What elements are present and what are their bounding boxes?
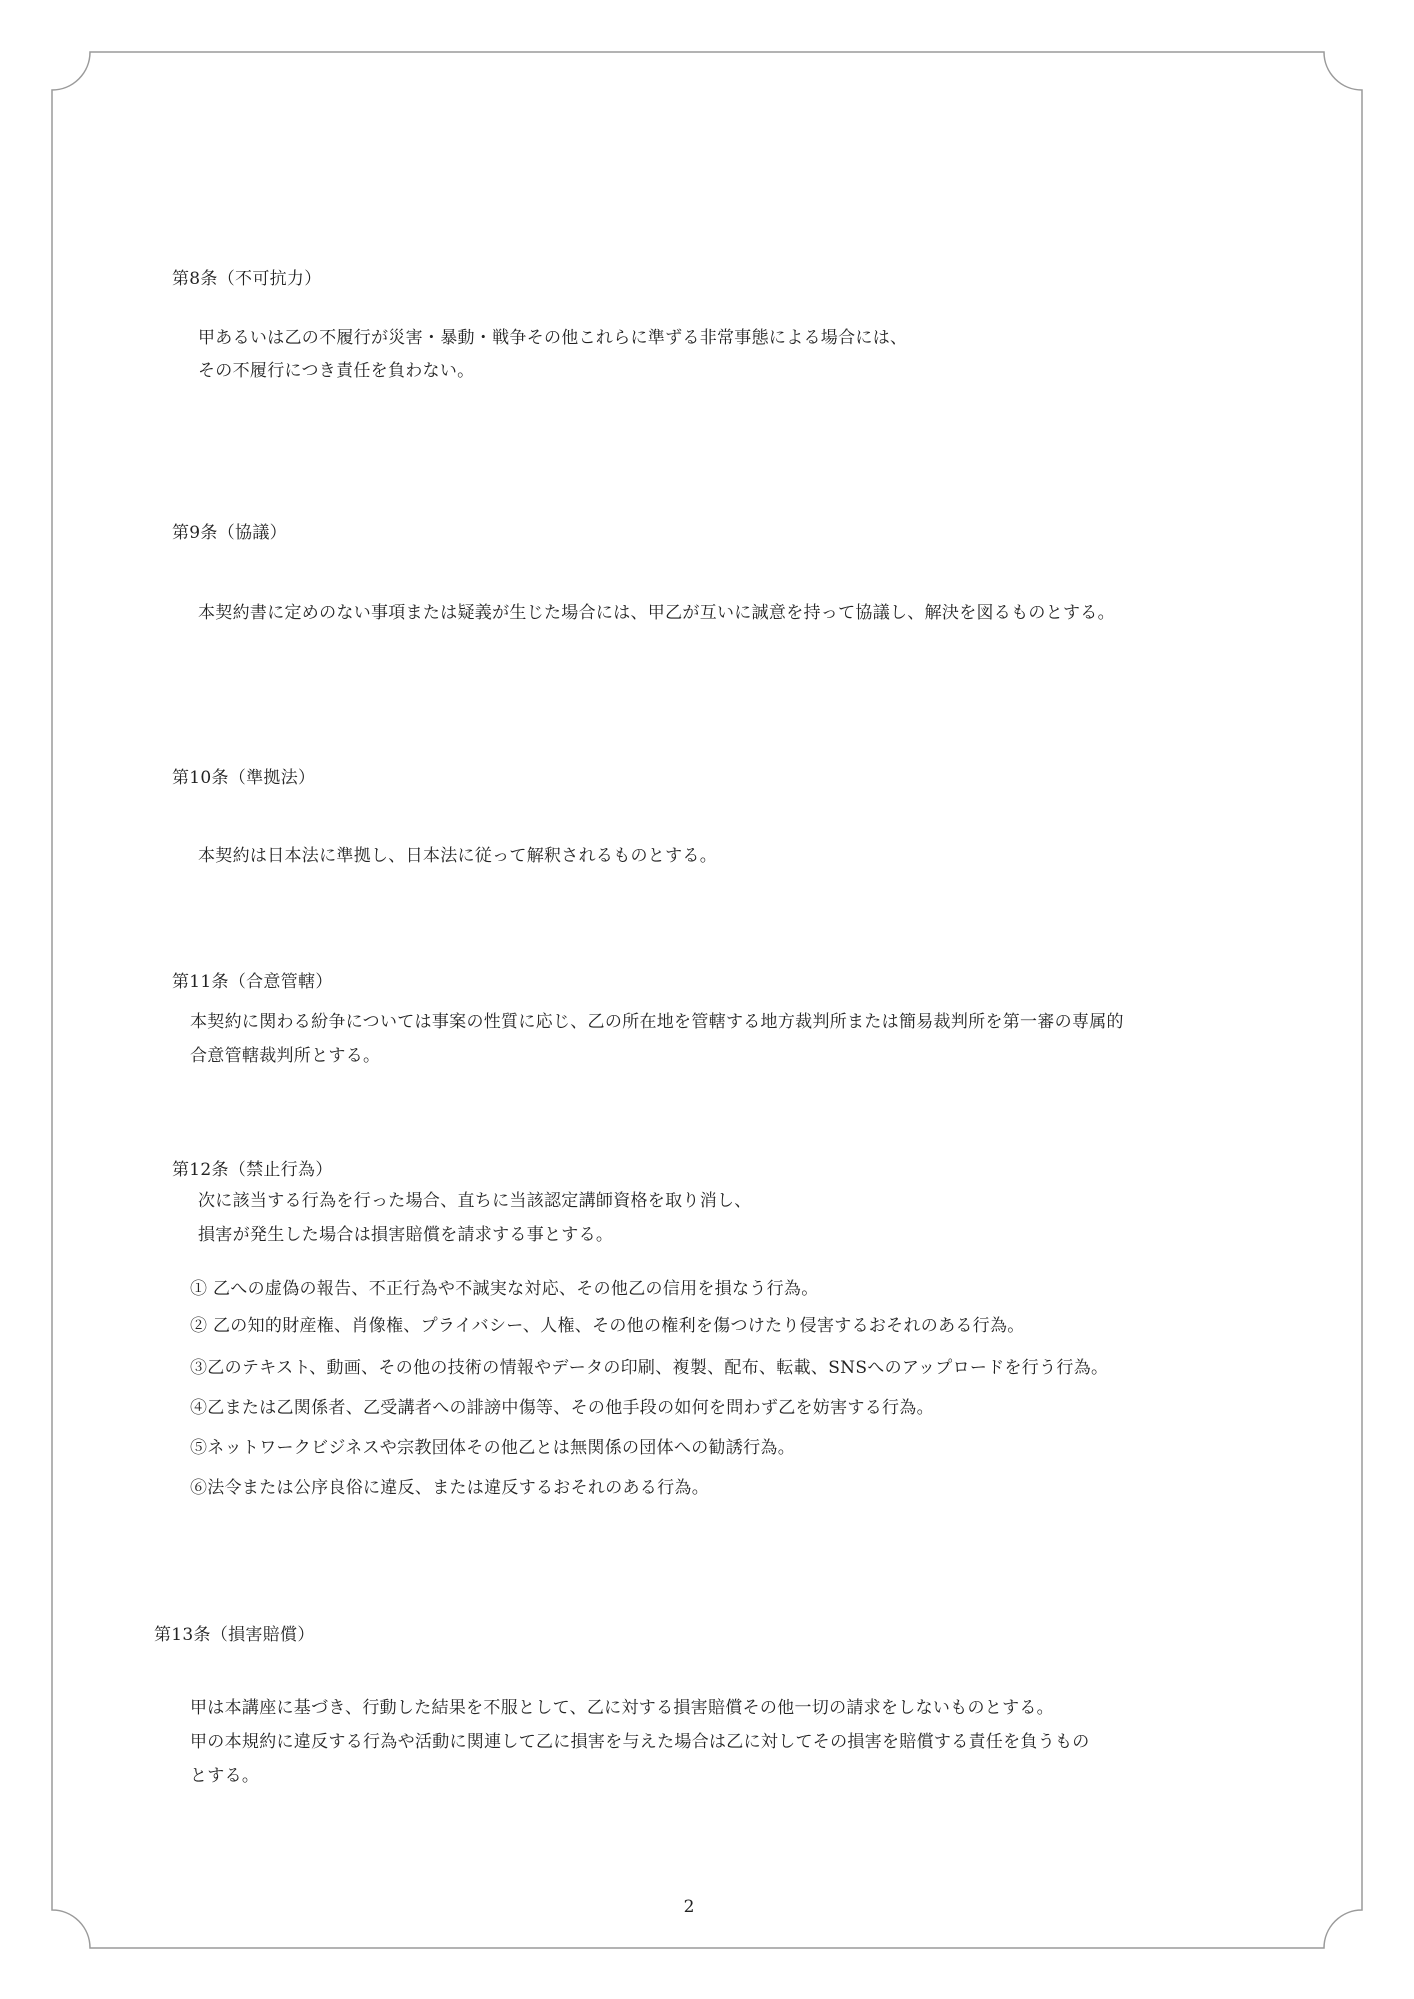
- article-12-item-5: ⑤ネットワークビジネスや宗教団体その他乙とは無関係の団体への勧誘行為。: [190, 1438, 795, 1458]
- article-11-heading: 第11条（合意管轄）: [172, 972, 333, 992]
- article-8-text-line-1: 甲あるいは乙の不履行が災害・暴動・戦争その他これらに準ずる非常事態による場合には、: [198, 328, 908, 348]
- page-number: 2: [683, 1897, 695, 1917]
- article-10-heading: 第10条（準拠法）: [172, 768, 316, 788]
- article-9-heading: 第9条（協議）: [172, 523, 287, 543]
- article-12-heading: 第12条（禁止行為）: [172, 1160, 333, 1180]
- article-12-text-line-1: 次に該当する行為を行った場合、直ちに当該認定講師資格を取り消し、: [198, 1191, 752, 1211]
- article-11-text-line-2: 合意管轄裁判所とする。: [190, 1046, 381, 1066]
- article-13-heading: 第13条（損害賠償）: [154, 1625, 315, 1645]
- article-13-text-line-2: 甲の本規約に違反する行為や活動に関連して乙に損害を与えた場合は乙に対してその損害を賠償する責任を負うもの: [190, 1732, 1090, 1752]
- article-12-item-2: ② 乙の知的財産権、肖像権、プライバシー、人権、その他の権利を傷つけたり侵害するおそれのある行為。: [190, 1316, 1025, 1336]
- article-8-text-line-2: その不履行につき責任を負わない。: [198, 361, 475, 381]
- article-8-heading: 第8条（不可抗力）: [172, 269, 322, 289]
- article-12-text-line-2: 損害が発生した場合は損害賠償を請求する事とする。: [198, 1225, 614, 1245]
- article-12-item-1: ① 乙への虚偽の報告、不正行為や不誠実な対応、その他乙の信用を損なう行為。: [190, 1279, 819, 1299]
- article-12-item-4: ④乙または乙関係者、乙受講者への誹謗中傷等、その他手段の如何を問わず乙を妨害する行為。: [190, 1398, 934, 1418]
- article-9-text-line-1: 本契約書に定めのない事項または疑義が生じた場合には、甲乙が互いに誠意を持って協議し、解決を図るものとする。: [198, 603, 1115, 623]
- article-11-text-line-1: 本契約に関わる紛争については事案の性質に応じ、乙の所在地を管轄する地方裁判所または簡易裁判所を第一審の専属的: [190, 1012, 1124, 1032]
- article-13-text-line-1: 甲は本講座に基づき、行動した結果を不服として、乙に対する損害賠償その他一切の請求をしないものとする。: [190, 1698, 1054, 1718]
- article-10-text-line-1: 本契約は日本法に準拠し、日本法に従って解釈されるものとする。: [198, 846, 717, 866]
- article-12-item-3: ③乙のテキスト、動画、その他の技術の情報やデータの印刷、複製、配布、転載、SNSへのアップロードを行う行為。: [190, 1358, 1109, 1378]
- article-12-item-6: ⑥法令または公序良俗に違反、または違反するおそれのある行為。: [190, 1478, 709, 1498]
- article-13-text-line-3: とする。: [190, 1766, 260, 1786]
